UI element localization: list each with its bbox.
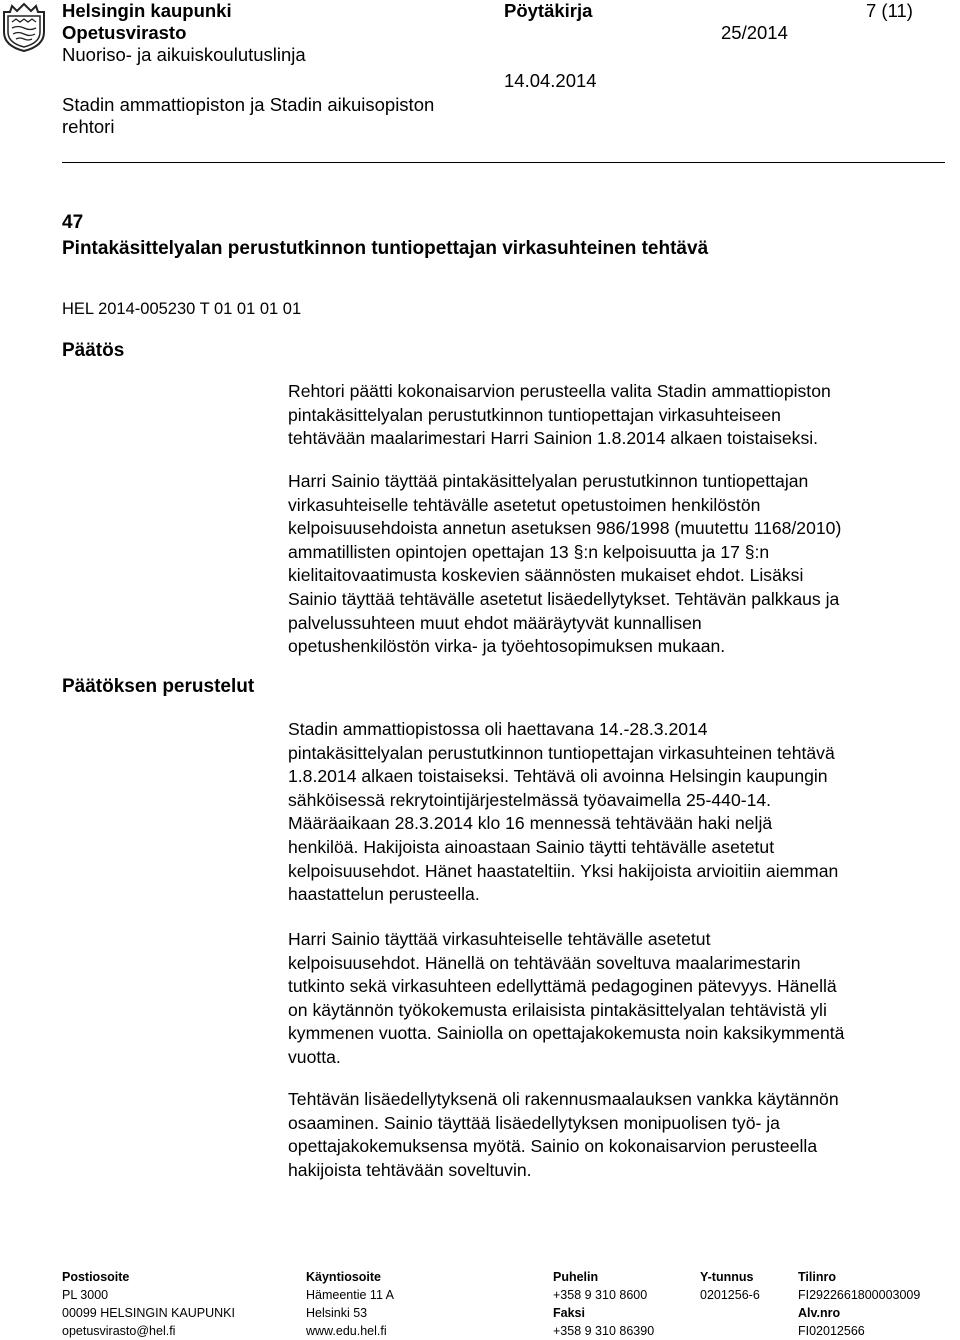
footer-postal-box: PL 3000 (62, 1288, 109, 1302)
decision-text: Rehtori päätti kokonaisarvion perusteella valita Stadin ammattiopiston pintakäsittelyalan perustutkinnon tuntiopettajan virkasuhteiseen tehtävään maalarimestari Harri Sainion 1.8.2014 alkaen toistaiseksi. (288, 381, 831, 449)
footer-email-link[interactable]: opetusvirasto@hel.fi (62, 1324, 176, 1338)
footer-vat-label: Alv.nro (798, 1306, 841, 1320)
header-department: Opetusvirasto (62, 22, 187, 43)
header-unit-role: rehtori (62, 116, 115, 137)
rationale-paragraph: Harri Sainio täyttää pintakäsittelyalan perustutkinnon tuntiopettajan virkasuhteiselle tehtävälle asetetut opetustoimen henkilöstön kelpoisuusehdoista annetun asetuksen 986/1998 (muutettu 1168/2010) ammatillisten opintojen opettajan 13 §:n kelpoisuutta ja 17 §:n kielitaitovaatimusta koskevien säännösten mukaiset ehdot. Lisäksi Sainio täyttää tehtävälle asetetut lisäedellytykset. Tehtävän palkkaus ja palvelussuhteen muut ehdot määräytyvät kunnallisen opetushenkilöstön virka- ja työehtosopimuksen mukaan. (288, 471, 842, 657)
footer-postal (62, 1268, 235, 1340)
diary-number: HEL 2014-005230 T 01 01 01 01 (62, 300, 302, 318)
item-number: 47 (62, 212, 84, 233)
footer-account-label: Tilinro (798, 1270, 836, 1284)
rationale-paragraph: Stadin ammattiopistossa oli haettavana 14.-28.3.2014 pintakäsittelyalan perustutkinnon tuntiopettajan virkasuhteinen tehtävä 1.8.2014 alkaen toistaiseksi. Tehtävä oli avoinna Helsingin kaupungin sähköisessä rekrytointijärjestelmässä työavaimella 25-440-14. Määräaikaan 28.3.2014 klo 16 mennessä tehtävään haki neljä henkilöä. Hakijoista ainoastaan Sainio täytti tehtävälle asetetut kelpoisuusehdot. Hänet haastateltiin. Yksi hakijoista arvioitiin aiemman haastattelun perusteella. (288, 719, 839, 905)
rationale-paragraph: Harri Sainio täyttää virkasuhteiselle tehtävälle asetetut kelpoisuusehdot. Hänellä on tehtävään soveltuva maalarimestarin tutkinto sekä virkasuhteen edellyttämä pedagoginen pätevyys. Hänellä on käytännön työkokemusta erilaisista pintakäsittelyalan tehtävistä yli kymmenen vuotta. Sainiolla on opettajakokemusta noin kaksikymmentä vuotta. (288, 929, 845, 1067)
footer-vat-value: FI02012566 (798, 1324, 865, 1338)
footer-phone: +358 9 310 8600 (553, 1288, 648, 1302)
footer-postal-label: Postiosoite (62, 1270, 130, 1284)
footer-fax-label: Faksi (553, 1306, 585, 1320)
header-divider (62, 162, 945, 163)
header-page-number: 7 (11) (866, 0, 913, 21)
footer-visit-label: Käyntiosoite (306, 1270, 382, 1284)
helsinki-crest-logo (0, 2, 48, 52)
footer-fax: +358 9 310 86390 (553, 1324, 655, 1338)
header-org: Helsingin kaupunki (62, 0, 232, 21)
footer-ytunnus (700, 1268, 760, 1304)
item-title: Pintakäsittelyalan perustutkinnon tuntiopettajan virkasuhteinen tehtävä (62, 238, 709, 259)
header-unit: Stadin ammattiopiston ja Stadin aikuisopiston (62, 94, 435, 115)
header-date: 14.04.2014 (504, 70, 597, 91)
footer-visit-city: Helsinki 53 (306, 1306, 368, 1320)
header-line: Nuoriso- ja aikuiskoulutuslinja (62, 44, 306, 65)
footer-visit (306, 1268, 394, 1340)
rationale-heading: Päätöksen perustelut (62, 676, 255, 697)
footer-phone-label: Puhelin (553, 1270, 599, 1284)
footer-web-link[interactable]: www.edu.hel.fi (306, 1324, 387, 1338)
header-doc-type: Pöytäkirja (504, 0, 593, 21)
footer-ytunnus-value: 0201256-6 (700, 1288, 760, 1302)
footer-account-value: FI2922661800003009 (798, 1288, 921, 1302)
footer-visit-street: Hämeentie 11 A (306, 1288, 395, 1302)
rationale-paragraph: Tehtävän lisäedellytyksenä oli rakennusmaalauksen vankka käytännön osaaminen. Sainio täyttää lisäedellytyksen monipuolisen työ- ja opettajakokemuksensa myötä. Sainio on kokonaisarvion perusteella hakijoista tehtävään soveltuvin. (288, 1089, 839, 1180)
footer-account (798, 1268, 920, 1340)
header-doc-number: 25/2014 (721, 22, 788, 43)
footer-contact (553, 1268, 654, 1340)
footer-postal-city: 00099 HELSINGIN KAUPUNKI (62, 1306, 235, 1320)
footer-ytunnus-label: Y-tunnus (700, 1270, 754, 1284)
decision-heading: Päätös (62, 340, 125, 361)
